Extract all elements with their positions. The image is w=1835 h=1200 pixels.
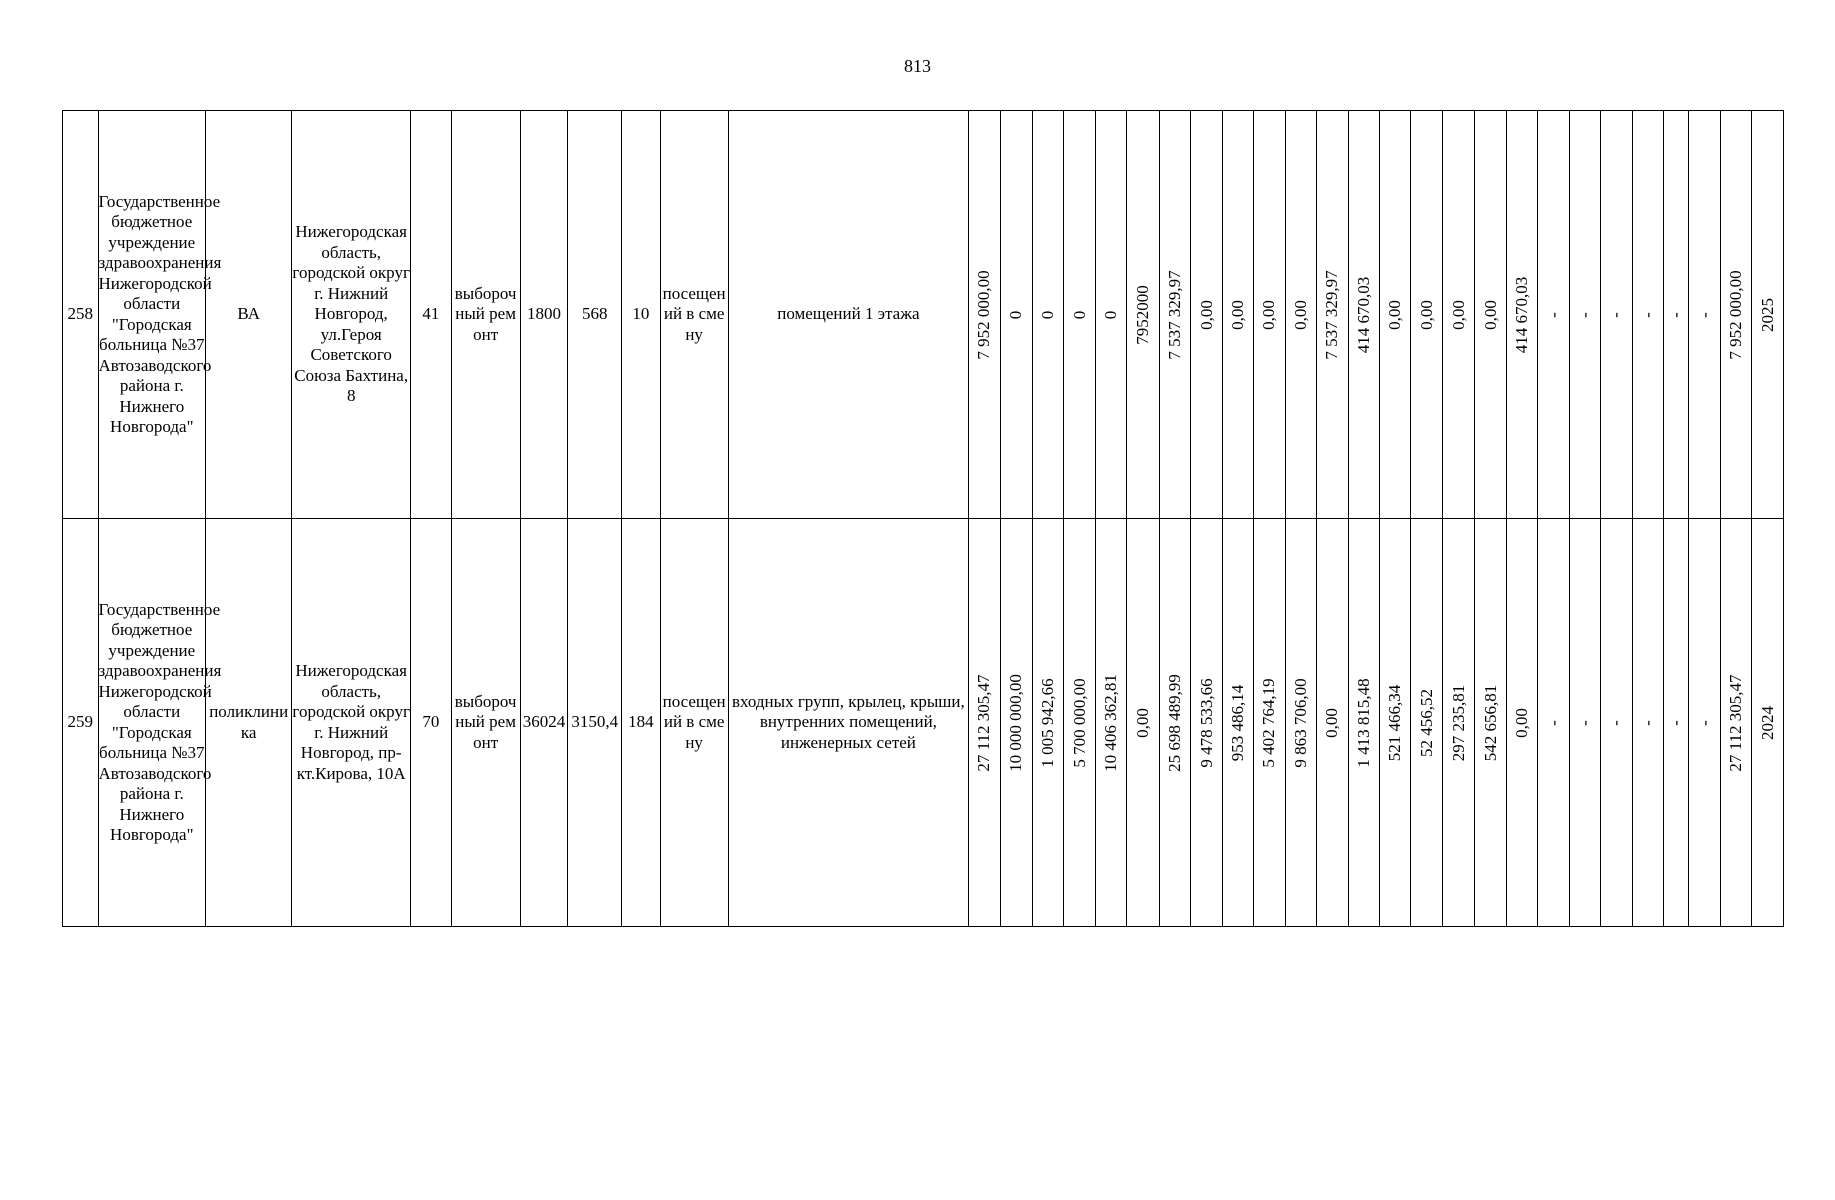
value-text: 9 478 533,66 (1196, 677, 1216, 768)
value-cell (1317, 111, 1348, 519)
value-text: - (1694, 311, 1714, 318)
object-address: Нижегородская область, городской округ г. Нижний Новгород, пр-кт.Кирова, 10А (292, 519, 411, 927)
value-cell (1033, 111, 1064, 519)
value-text: 0,00 (1133, 707, 1153, 738)
value-cell (1411, 111, 1442, 519)
value-text: 0,00 (1322, 707, 1342, 738)
value-cell (1191, 519, 1222, 927)
value-text: - (1606, 719, 1626, 726)
value-cell (1000, 519, 1032, 927)
value-cell (1285, 519, 1316, 927)
value-text: 0,00 (1448, 299, 1468, 330)
object-type: поликлиника (206, 519, 292, 927)
area-value-2: 568 (568, 111, 622, 519)
value-cell (1442, 111, 1474, 519)
register-table (62, 110, 1784, 927)
value-text: 0,00 (1512, 707, 1532, 738)
value-text: 5 402 764,19 (1259, 677, 1279, 768)
value-cell (1569, 519, 1600, 927)
object-address: Нижегородская область, городской округ г. Нижний Новгород, ул.Героя Советского Союза Бахтина, 8 (292, 111, 411, 519)
value-cell (969, 111, 1000, 519)
value-cell (1689, 519, 1720, 927)
value-cell (1317, 519, 1348, 927)
value-cell (1348, 519, 1379, 927)
value-text: 1 413 815,48 (1353, 677, 1373, 768)
value-text: - (1574, 719, 1594, 726)
value-text: 27 112 305,47 (1726, 673, 1746, 772)
works-description: входных групп, крылец, крыши, внутренних помещений, инженерных сетей (728, 519, 968, 927)
value-cell (1720, 111, 1751, 519)
value-text: - (1666, 311, 1686, 318)
value-cell (1095, 519, 1126, 927)
value-cell (1380, 519, 1411, 927)
year-value: 41 (411, 111, 452, 519)
value-text: 0,00 (1290, 299, 1310, 330)
value-text: 0,00 (1259, 299, 1279, 330)
organization-name: Государственное бюджетное учреждение здравоохранения Нижегородской области "Городская больница №37 Автозаводского района г. Нижнего Новгорода" (98, 519, 206, 927)
value-text: 7 537 329,97 (1322, 269, 1342, 360)
value-cell (1506, 519, 1537, 927)
value-text: - (1574, 311, 1594, 318)
value-text: 2025 (1757, 297, 1777, 332)
value-text: 521 466,34 (1385, 684, 1405, 761)
value-cell (1222, 519, 1253, 927)
value-cell (1159, 519, 1190, 927)
value-text: 10 406 362,81 (1101, 673, 1121, 772)
value-text: 0 (1006, 310, 1026, 319)
value-cell (1632, 111, 1663, 519)
capacity-unit: посещений в смену (660, 519, 728, 927)
value-cell (1506, 111, 1537, 519)
value-cell (1254, 519, 1285, 927)
value-text: - (1543, 719, 1563, 726)
repair-type: выборочный ремонт (451, 111, 520, 519)
value-text: - (1666, 719, 1686, 726)
value-text: 25 698 489,99 (1165, 673, 1185, 772)
value-cell (969, 519, 1000, 927)
value-cell (1752, 111, 1784, 519)
value-cell (1538, 519, 1569, 927)
value-text: 7952000 (1133, 284, 1153, 345)
value-cell (1159, 111, 1190, 519)
value-cell (1033, 519, 1064, 927)
page-number: 813 (904, 56, 931, 76)
organization-name: Государственное бюджетное учреждение здравоохранения Нижегородской области "Городская больница №37 Автозаводского района г. Нижнего Новгорода" (98, 111, 206, 519)
value-text: - (1606, 311, 1626, 318)
year-value: 70 (411, 519, 452, 927)
row-number: 258 (63, 111, 99, 519)
value-cell (1442, 519, 1474, 927)
value-text: 52 456,52 (1416, 688, 1436, 757)
value-cell (1601, 111, 1632, 519)
value-text: 0 (1038, 310, 1058, 319)
value-text: 0 (1101, 310, 1121, 319)
capacity-unit: посещений в смену (660, 111, 728, 519)
table-row (63, 519, 1784, 927)
value-cell (1664, 111, 1689, 519)
value-cell (1689, 111, 1720, 519)
value-cell (1632, 519, 1663, 927)
value-cell (1254, 111, 1285, 519)
value-text: 297 235,81 (1448, 684, 1468, 761)
value-text: - (1694, 719, 1714, 726)
value-cell (1475, 111, 1506, 519)
area-value-2: 3150,4 (568, 519, 622, 927)
value-text: 414 670,03 (1512, 276, 1532, 353)
value-cell (1000, 111, 1032, 519)
value-cell (1569, 111, 1600, 519)
value-text: 0,00 (1480, 299, 1500, 330)
table-row (63, 111, 1784, 519)
value-cell (1664, 519, 1689, 927)
area-value: 36024 (520, 519, 568, 927)
value-text: 7 952 000,00 (974, 269, 994, 360)
value-cell (1720, 519, 1751, 927)
value-text: 0,00 (1385, 299, 1405, 330)
value-cell (1752, 519, 1784, 927)
value-text: 0 (1069, 310, 1089, 319)
value-cell (1222, 111, 1253, 519)
value-cell (1064, 111, 1095, 519)
value-text: 27 112 305,47 (974, 673, 994, 772)
value-text: 953 486,14 (1227, 684, 1247, 761)
value-cell (1475, 519, 1506, 927)
value-cell (1601, 519, 1632, 927)
value-text: - (1543, 311, 1563, 318)
value-text: 542 656,81 (1480, 684, 1500, 761)
capacity-value: 184 (622, 519, 661, 927)
value-text: 5 700 000,00 (1069, 677, 1089, 768)
value-cell (1285, 111, 1316, 519)
value-text: 2024 (1757, 705, 1777, 740)
value-cell (1380, 111, 1411, 519)
value-cell (1127, 519, 1159, 927)
row-number: 259 (63, 519, 99, 927)
area-value: 1800 (520, 111, 568, 519)
value-cell (1095, 111, 1126, 519)
value-text: 0,00 (1227, 299, 1247, 330)
value-text: - (1637, 311, 1657, 318)
value-text: - (1637, 719, 1657, 726)
value-text: 1 005 942,66 (1038, 677, 1058, 768)
object-type: ВА (206, 111, 292, 519)
repair-type: выборочный ремонт (451, 519, 520, 927)
capacity-value: 10 (622, 111, 661, 519)
value-cell (1064, 519, 1095, 927)
value-text: 7 537 329,97 (1165, 269, 1185, 360)
value-cell (1348, 111, 1379, 519)
value-cell (1191, 111, 1222, 519)
value-text: 9 863 706,00 (1290, 677, 1310, 768)
value-text: 10 000 000,00 (1006, 673, 1026, 772)
value-cell (1127, 111, 1159, 519)
works-description: помещений 1 этажа (728, 111, 968, 519)
value-text: 0,00 (1196, 299, 1216, 330)
value-text: 7 952 000,00 (1726, 269, 1746, 360)
value-text: 0,00 (1416, 299, 1436, 330)
value-cell (1411, 519, 1442, 927)
value-cell (1538, 111, 1569, 519)
value-text: 414 670,03 (1353, 276, 1373, 353)
